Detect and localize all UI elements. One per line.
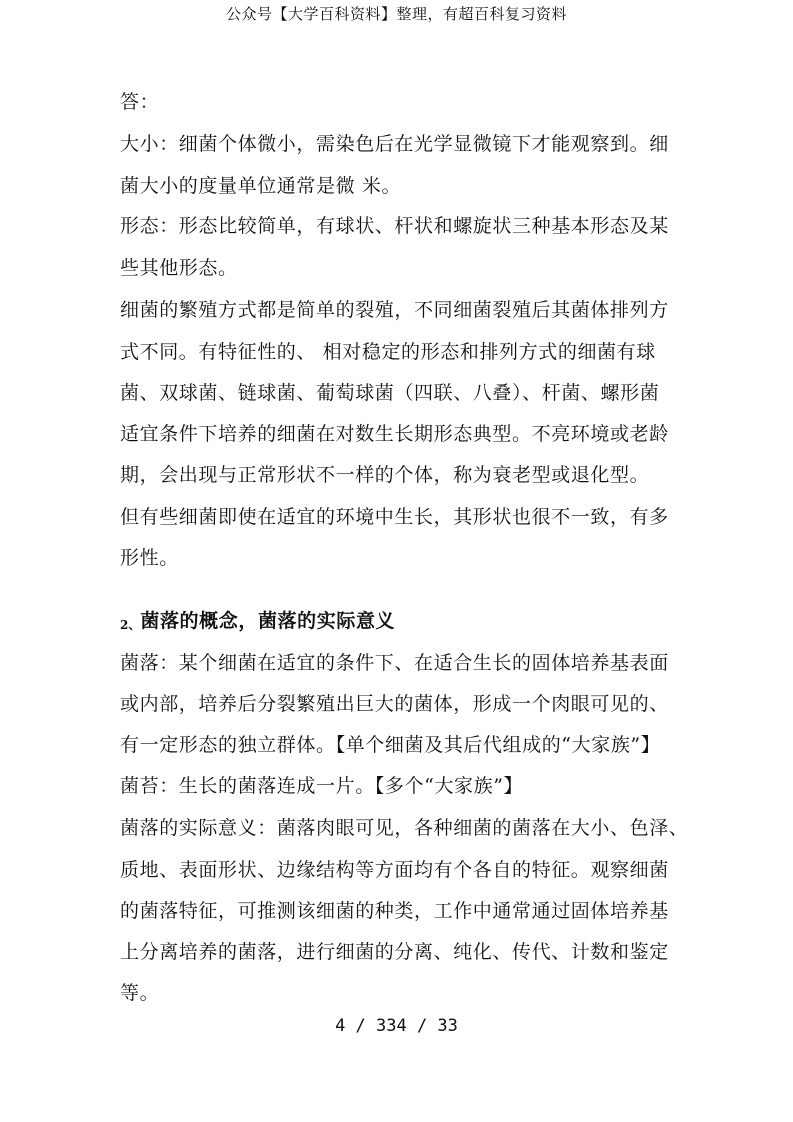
paragraph-line: 适宜条件下培养的细菌在对数生长期形态典型。不亮环境或老龄 [120,423,669,445]
paragraph-line: 菌落的实际意义：菌落肉眼可见，各种细菌的菌落在大小、色泽、 [120,817,689,839]
paragraph-line: 形性。 [120,547,179,569]
paragraph-line: 菌苔：生长的菌落连成一片。【多个“大家族”】 [120,775,524,797]
paragraph-line: 但有些细菌即使在适宜的环境中生长，其形状也很不一致，有多 [120,506,669,528]
paragraph-line: 菌落：某个细菌在适宜的条件下、在适合生长的固体培养基表面 [120,652,669,674]
paragraph-line: 质地、表面形状、边缘结构等方面均有个各自的特征。观察细菌 [120,859,669,881]
paragraph-line: 细菌的繁殖方式都是简单的裂殖，不同细菌裂殖后其菌体排列方 [120,299,669,321]
paragraph-line: 期，会出现与正常形状不一样的个体，称为衰老型或退化型。 [120,464,650,486]
paragraph-line: 菌大小的度量单位通常是微 米。 [120,175,402,197]
page-number: 4 / 334 / 33 [335,1016,458,1036]
paragraph-line: 的菌落特征，可推测该细菌的种类，工作中通常通过固体培养基 [120,900,669,922]
section-title: 菌落的概念，菌落的实际意义 [140,610,396,632]
paragraph-line: 答： [120,91,160,113]
paragraph-line: 等。 [120,982,160,1004]
paragraph-line: 些其他形态。 [120,257,238,279]
page-header: 公众号【大学百科资料】整理，有超百科复习资料 [225,5,567,23]
paragraph-line: 上分离培养的菌落，进行细菌的分离、纯化、传代、计数和鉴定 [120,941,669,963]
section-heading [120,608,395,638]
section-number: 2、 [120,618,141,632]
paragraph-line: 形态：形态比较简单，有球状、杆状和螺旋状三种基本形态及某 [120,215,669,237]
paragraph-line: 式不同。有特征性的、 相对稳定的形态和排列方式的细菌有球 [120,341,656,363]
paragraph-line: 有一定形态的独立群体。【单个细菌及其后代组成的“大家族”】 [120,734,661,756]
paragraph-line: 菌、双球菌、链球菌、葡萄球菌（四联、八叠）、杆菌、螺形菌 [120,382,660,404]
paragraph-line: 大小：细菌个体微小，需染色后在光学显微镜下才能观察到。细 [120,133,669,155]
paragraph-line: 或内部，培养后分裂繁殖出巨大的菌体，形成一个肉眼可见的、 [120,693,669,715]
